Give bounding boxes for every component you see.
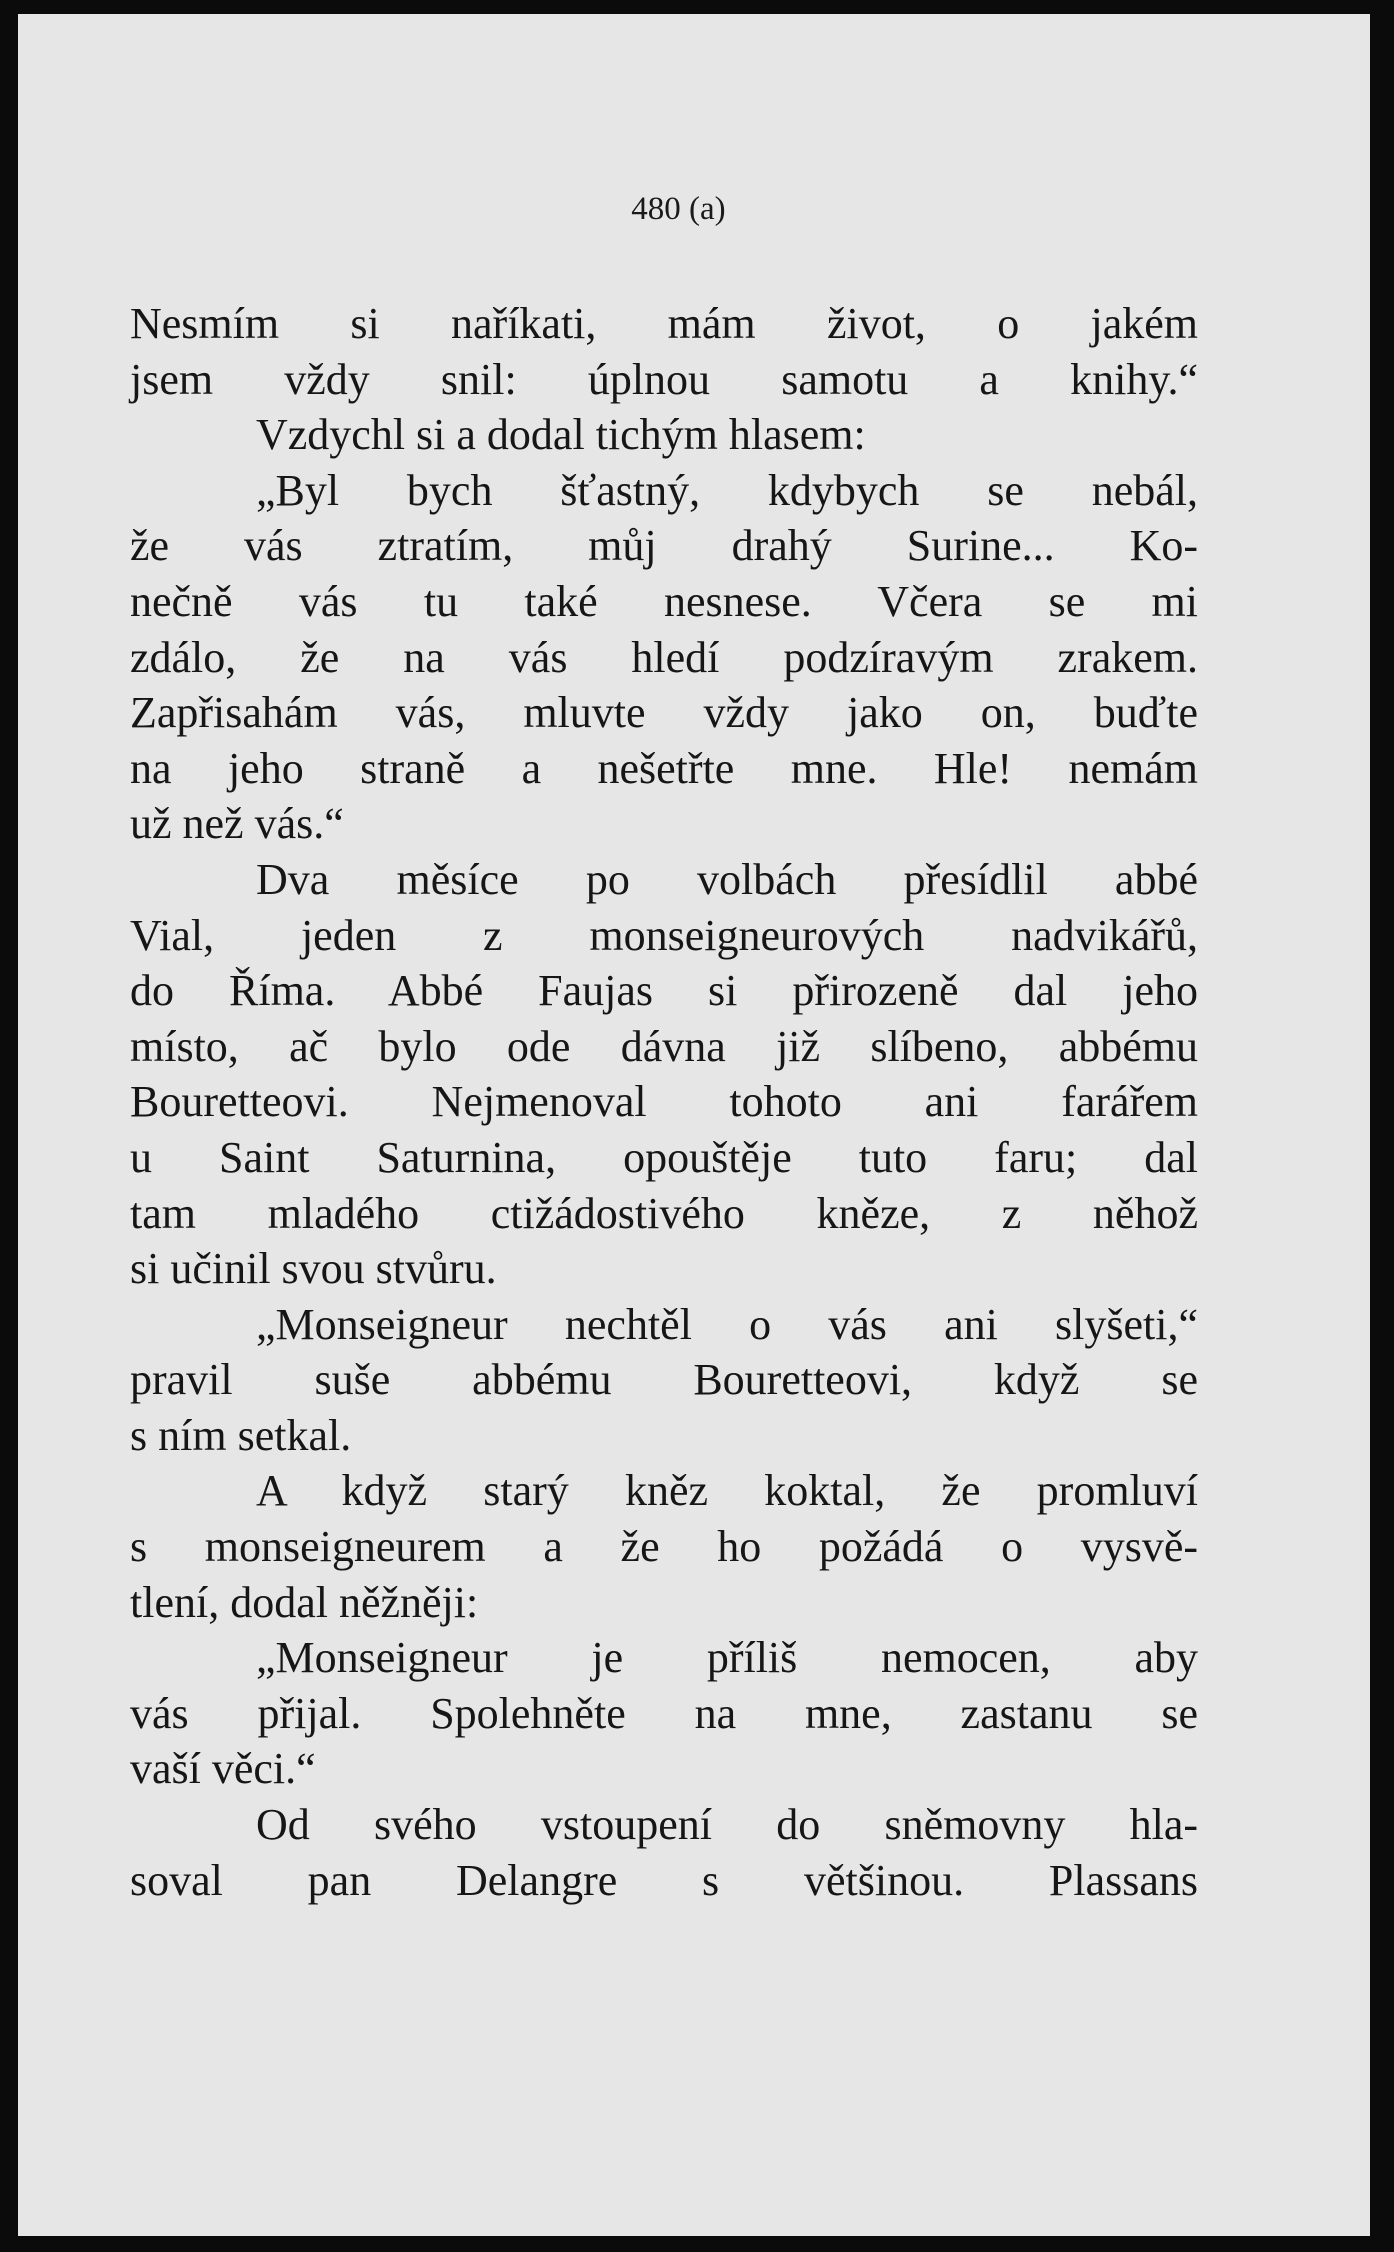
text-line: Bouretteovi. Nejmenoval tohoto ani farářem [130, 1077, 1198, 1127]
text-line: do Říma. Abbé Faujas si přirozeně dal jeho [130, 966, 1198, 1016]
text-line: s monseigneurem a že ho požádá o vysvě- [130, 1522, 1198, 1572]
text-line: nečně vás tu také nesnese. Včera se mi [130, 576, 1198, 626]
text-line: A když starý kněz koktal, že promluví [256, 1466, 1198, 1516]
text-line: „Monseigneur nechtěl o vás ani slyšeti,“ [256, 1299, 1198, 1349]
text-line: že vás ztratím, můj drahý Surine... Ko- [130, 521, 1198, 571]
text-line: „Monseigneur je příliš nemocen, aby [256, 1633, 1198, 1683]
text-line: soval pan Delangre s většinou. Plassans [130, 1855, 1198, 1905]
text-line: s ním setkal. [130, 1410, 352, 1460]
page-number: 480 (a) [631, 191, 726, 227]
text-line: místo, ač bylo ode dávna již slíbeno, abbému [130, 1021, 1198, 1071]
text-line: pravil suše abbému Bouretteovi, když se [130, 1355, 1198, 1405]
text-line: Vzdychl si a dodal tichým hlasem: [256, 410, 866, 460]
text-line: už než vás.“ [130, 799, 344, 849]
text-line: Zapřisahám vás, mluvte vždy jako on, buďte [130, 688, 1198, 738]
text-line: jsem vždy snil: úplnou samotu a knihy.“ [130, 354, 1198, 404]
text-line: na jeho straně a nešetřte mne. Hle! nemám [130, 743, 1198, 793]
text-line: Od svého vstoupení do sněmovny hla- [256, 1800, 1198, 1850]
text-line: tam mladého ctižádostivého kněze, z něhož [130, 1188, 1198, 1238]
book-page [18, 14, 1370, 2236]
text-line: u Saint Saturnina, opouštěje tuto faru; dal [130, 1132, 1198, 1182]
text-line: tlení, dodal něžněji: [130, 1577, 479, 1627]
text-line: „Byl bych šťastný, kdybych se nebál, [256, 465, 1198, 515]
text-line: si učinil svou stvůru. [130, 1244, 497, 1294]
text-line: Dva měsíce po volbách přesídlil abbé [256, 854, 1198, 904]
text-line: Nesmím si naříkati, mám život, o jakém [130, 299, 1198, 348]
text-line: Vial, jeden z monseigneurových nadvikářů, [130, 910, 1198, 960]
text-line: vaší věci.“ [130, 1744, 316, 1794]
text-line: vás přijal. Spolehněte na mne, zastanu se [130, 1688, 1198, 1738]
text-line: zdálo, že na vás hledí podzíravým zrakem. [130, 632, 1198, 682]
body-text [130, 296, 1198, 1908]
